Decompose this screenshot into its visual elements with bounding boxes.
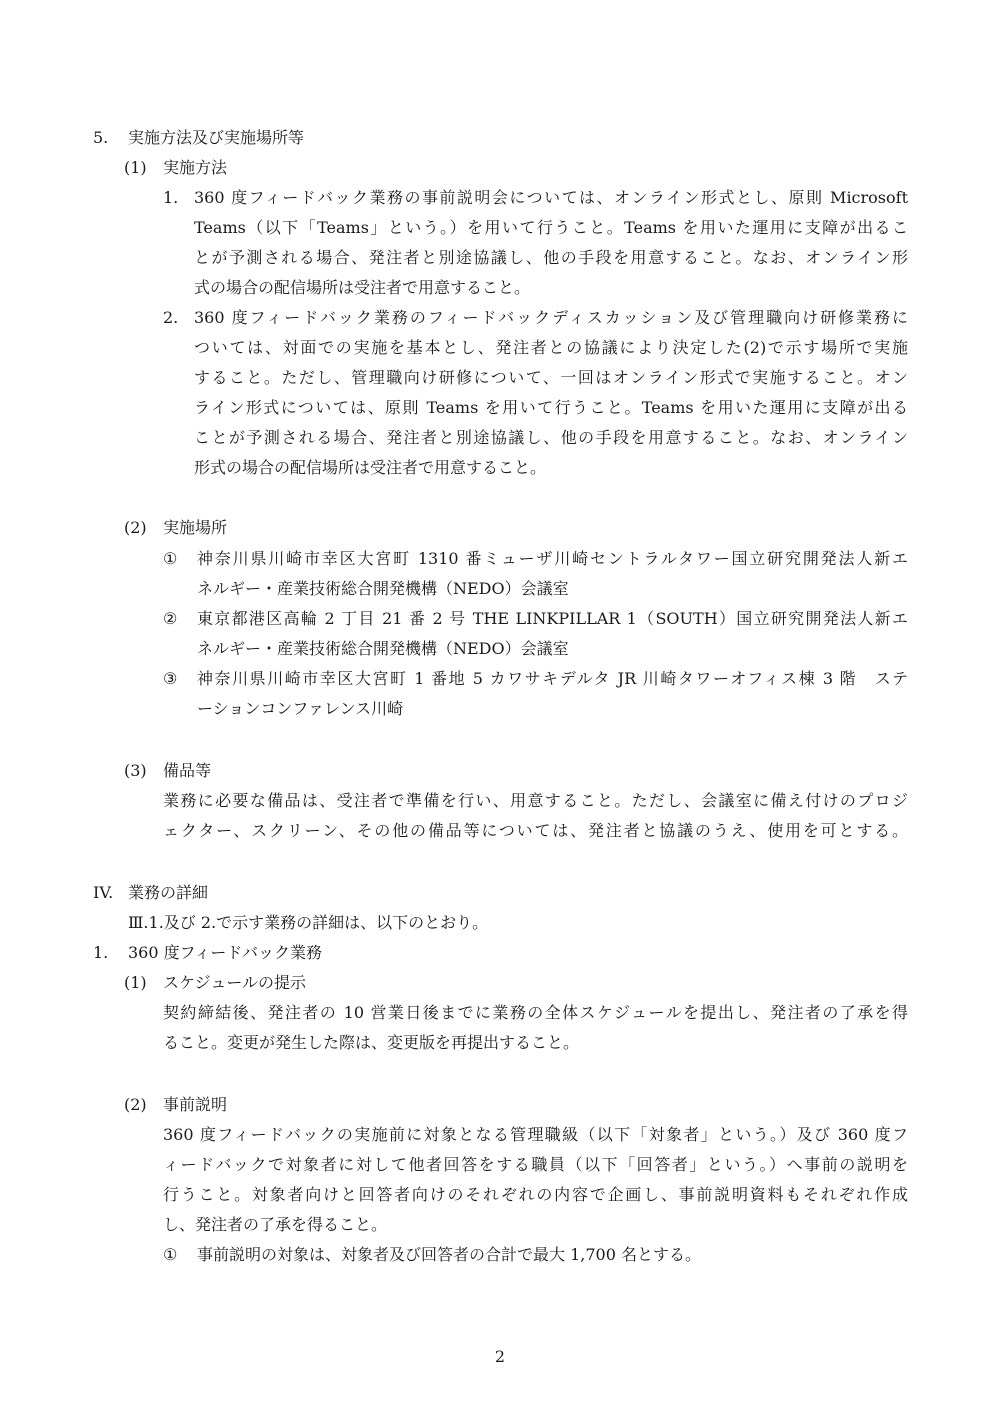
text-line: ライン形式については、原則 Teams を用いて行うこと。Teams を用いた運用に支障が出る [194, 398, 908, 417]
section-title: 実施方法及び実施場所等 [128, 128, 305, 147]
subsection-number: (2) [124, 518, 147, 537]
text-line: ィードバックで対象者に対して他者回答をする職員（以下「回答者」という。）へ事前の説明を [163, 1155, 908, 1174]
page-number: 2 [494, 1347, 506, 1366]
text-line: 業務に必要な備品は、受注者で準備を行い、用意すること。ただし、会議室に備え付けのプロジ [163, 791, 908, 810]
text-line: ことが予測される場合、発注者と別途協議し、他の手段を用意すること。なお、オンライン [194, 428, 908, 447]
subsection-number: (3) [124, 761, 147, 780]
subsection-number: (1) [124, 158, 147, 177]
item-number: 1. [93, 943, 109, 962]
subsection-title: 実施場所 [163, 518, 228, 537]
item-number: ① [163, 1245, 178, 1264]
item-number: ① [163, 549, 178, 568]
item-number: ③ [163, 669, 178, 688]
text-line: 契約締結後、発注者の 10 営業日後までに業務の全体スケジュールを提出し、発注者の了承を得 [163, 1003, 908, 1022]
section-number: 5. [93, 128, 109, 147]
section-intro: Ⅲ.1.及び 2.で示す業務の詳細は、以下のとおり。 [128, 913, 489, 932]
text-line: 東京都港区高輪 2 丁目 21 番 2 号 THE LINKPILLAR 1（SOUTH）国立研究開発法人新エ [197, 609, 908, 628]
text-line: 神奈川県川崎市幸区大宮町 1310 番ミューザ川崎セントラルタワー国立研究開発法人新エ [197, 549, 908, 568]
text-line: 360 度フィードバック業務のフィードバックディスカッション及び管理職向け研修業務に [194, 308, 908, 327]
subsection-title: 事前説明 [163, 1095, 228, 1114]
item-number: 1. [163, 188, 179, 207]
section-title: 業務の詳細 [128, 883, 209, 902]
subsection-title: 実施方法 [163, 158, 228, 177]
subsection-title: 備品等 [163, 761, 212, 780]
section-number: IV. [93, 883, 114, 902]
subsection-number: (2) [124, 1095, 147, 1114]
text-line: 360 度フィードバックの実施前に対象となる管理職級（以下「対象者」という。）及び 360 度フ [163, 1125, 908, 1144]
text-line: とが予測される場合、発注者と別途協議し、他の手段を用意すること。なお、オンライン形 [194, 248, 908, 267]
text-line: し、発注者の了承を得ること。 [163, 1215, 388, 1234]
item-number: ② [163, 609, 178, 628]
item-number: 2. [163, 308, 179, 327]
text-line: ェクター、スクリーン、その他の備品等については、発注者と協議のうえ、使用を可とする。 [163, 821, 908, 840]
text-line: ーションコンファレンス川崎 [197, 699, 404, 718]
text-line: 360 度フィードバック業務の事前説明会については、オンライン形式とし、原則 Microsoft [194, 188, 908, 207]
text-line: ること。変更が発生した際は、変更版を再提出すること。 [163, 1033, 580, 1052]
text-line: ついては、対面での実施を基本とし、発注者との協議により決定した(2)で示す場所で実施 [194, 338, 908, 357]
subsection-number: (1) [124, 973, 147, 992]
text-line: ネルギー・産業技術総合開発機構（NEDO）会議室 [197, 579, 569, 598]
text-line: ネルギー・産業技術総合開発機構（NEDO）会議室 [197, 639, 569, 658]
text-line: 形式の場合の配信場所は受注者で用意すること。 [194, 458, 547, 477]
item-title: 360 度フィードバック業務 [128, 943, 323, 962]
bullet-text: 事前説明の対象は、対象者及び回答者の合計で最大 1,700 名とする。 [197, 1245, 701, 1264]
text-line: 神奈川県川崎市幸区大宮町 1 番地 5 カワサキデルタ JR 川崎タワーオフィス棟 3 階 ステ [197, 669, 908, 688]
subsection-title: スケジュールの提示 [163, 973, 307, 992]
text-line: 行うこと。対象者向けと回答者向けのそれぞれの内容で企画し、事前説明資料もそれぞれ作成 [163, 1185, 908, 1204]
text-line: すること。ただし、管理職向け研修について、一回はオンライン形式で実施すること。オン [194, 368, 908, 387]
text-line: Teams（以下「Teams」という。）を用いて行うこと。Teams を用いた運用に支障が出るこ [194, 218, 908, 237]
text-line: 式の場合の配信場所は受注者で用意すること。 [194, 278, 531, 297]
